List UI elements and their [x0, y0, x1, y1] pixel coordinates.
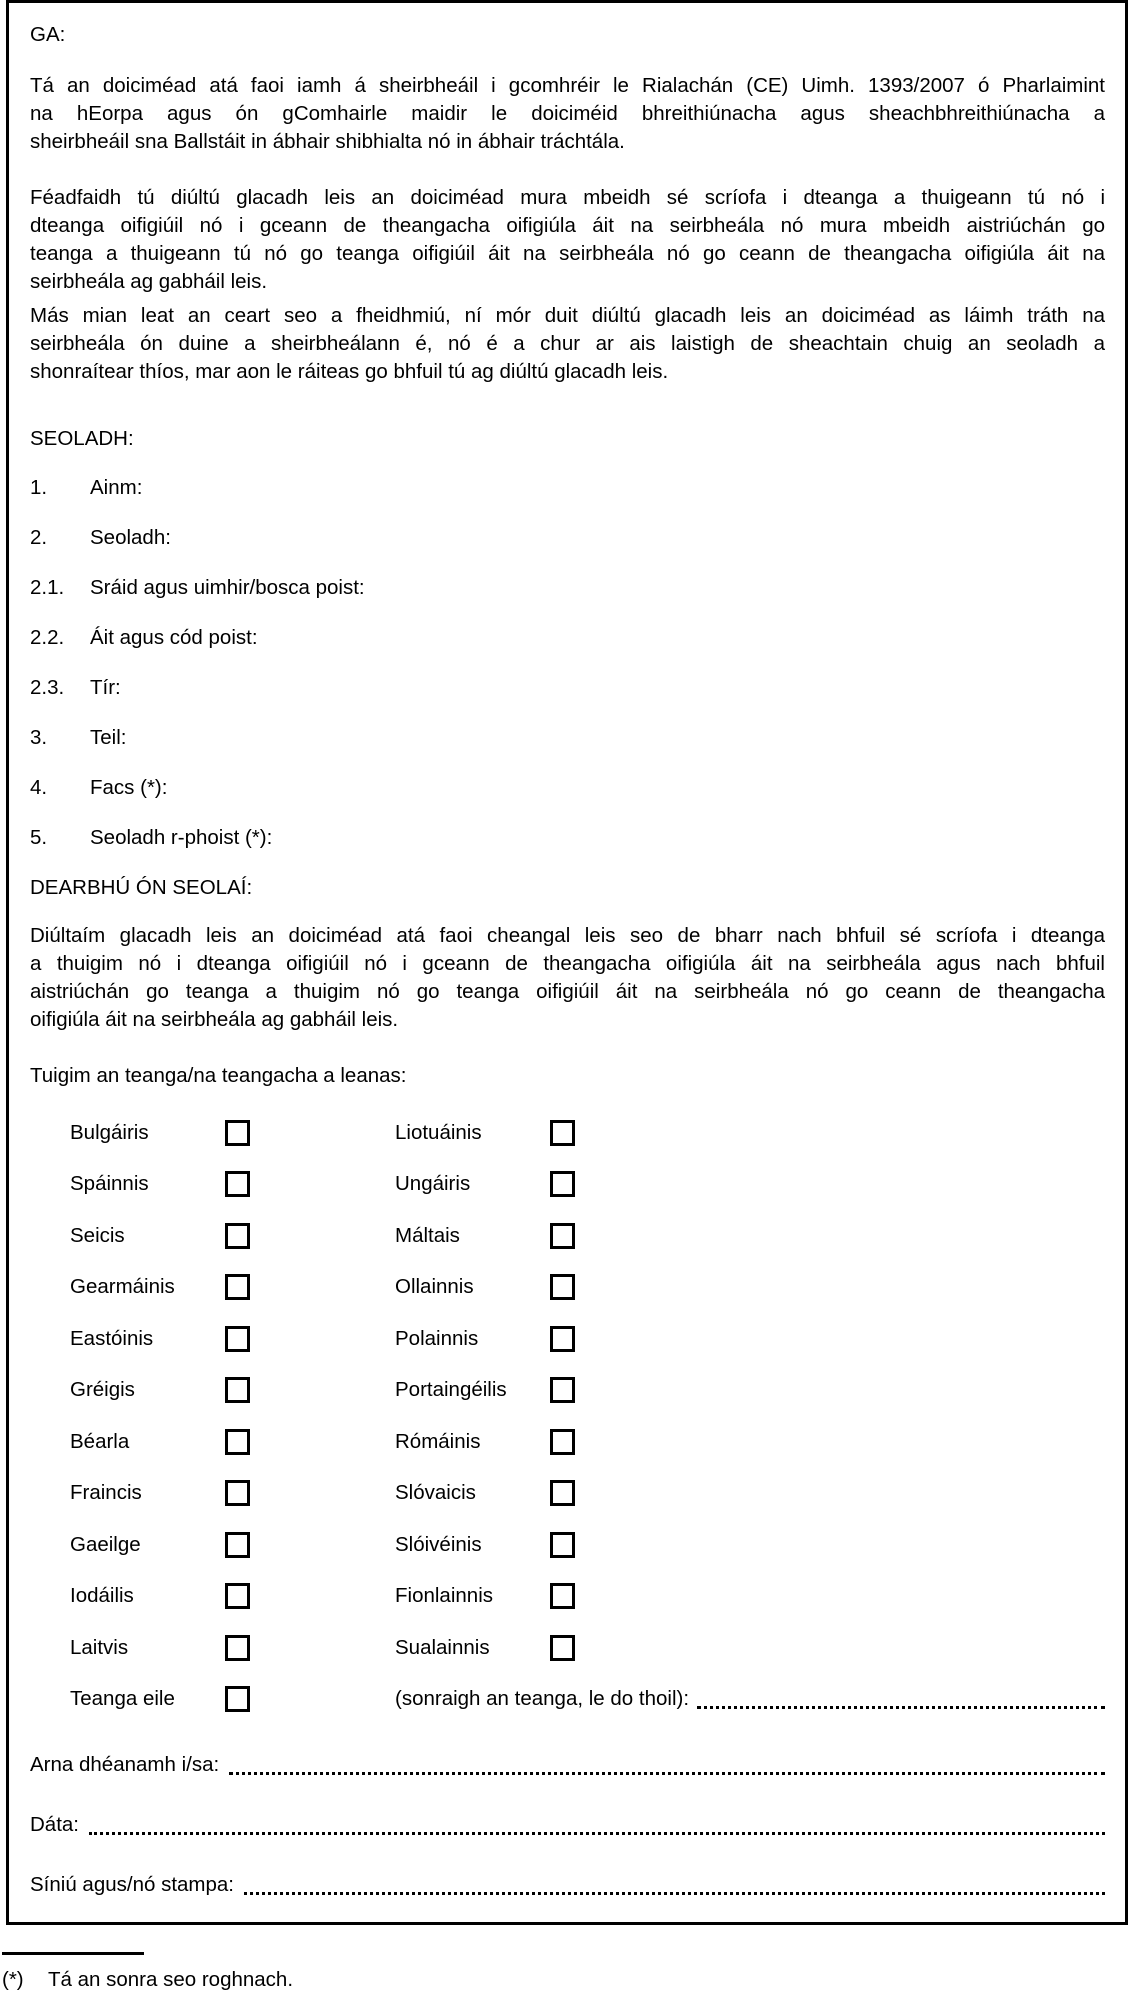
- page-border-frame: [6, 0, 1128, 1925]
- language-label: Gearmáinis: [70, 1275, 175, 1299]
- language-label: Polainnis: [395, 1326, 479, 1350]
- language-checkbox[interactable]: [225, 1223, 250, 1249]
- language-label: Rómáinis: [395, 1429, 481, 1453]
- language-label: Fraincis: [70, 1481, 142, 1505]
- language-label: Bulgáiris: [70, 1120, 149, 1144]
- language-checkbox[interactable]: [550, 1635, 575, 1661]
- language-checkbox-grid: [30, 1107, 1105, 1725]
- paragraph-refusal-right: [30, 184, 1105, 296]
- address-item-number: 2.: [30, 526, 48, 549]
- language-checkbox[interactable]: [550, 1532, 575, 1558]
- date-label: Dáta:: [30, 1813, 79, 1836]
- language-row: [30, 1571, 1105, 1623]
- language-label: Slóivéinis: [395, 1532, 482, 1556]
- address-item-number: 4.: [30, 776, 48, 799]
- language-checkbox[interactable]: [550, 1429, 575, 1455]
- address-item: [30, 674, 1105, 702]
- address-item: [30, 474, 1105, 502]
- language-checkbox[interactable]: [225, 1635, 250, 1661]
- address-item: [30, 524, 1105, 552]
- address-item-label: Seoladh r-phoist (*):: [90, 826, 273, 849]
- address-item-label: Sráid agus uimhir/bosca poist:: [90, 576, 365, 599]
- language-checkbox[interactable]: [225, 1120, 250, 1146]
- address-item: [30, 824, 1105, 852]
- language-label: Slóvaicis: [395, 1481, 476, 1505]
- other-language-fill-line[interactable]: [697, 1706, 1105, 1709]
- language-row: [30, 1622, 1105, 1674]
- language-row: [30, 1365, 1105, 1417]
- language-checkbox[interactable]: [550, 1326, 575, 1352]
- language-row: [30, 1468, 1105, 1520]
- address-item-label: Teil:: [90, 726, 127, 749]
- language-label: Liotuáinis: [395, 1120, 482, 1144]
- language-checkbox[interactable]: [550, 1274, 575, 1300]
- signature-label: Síniú agus/nó stampa:: [30, 1873, 234, 1896]
- address-item-label: Áit agus cód poist:: [90, 626, 258, 649]
- language-row: [30, 1416, 1105, 1468]
- address-item: [30, 774, 1105, 802]
- language-row: [30, 1210, 1105, 1262]
- language-checkbox[interactable]: [550, 1120, 575, 1146]
- other-language-specify: [395, 1685, 1105, 1713]
- declaration-heading: DEARBHÚ ÓN SEOLAÍ:: [30, 876, 253, 899]
- signature-row: [30, 1869, 1105, 1901]
- done-at-row: [30, 1749, 1105, 1781]
- language-row: [30, 1262, 1105, 1314]
- language-row: [30, 1159, 1105, 1211]
- address-item-number: 5.: [30, 826, 48, 849]
- paragraph-line: dteanga oifigiúil nó i gceann de theangacha oifigiúla áit na seirbheála nó mura mbeidh aistriúchán go: [30, 214, 1105, 237]
- done-at-fill-line[interactable]: [229, 1772, 1105, 1775]
- language-checkbox[interactable]: [225, 1377, 250, 1403]
- footnote-text: Tá an sonra seo roghnach.: [48, 1968, 294, 1991]
- language-label: Gréigis: [70, 1378, 135, 1402]
- address-item-label: Seoladh:: [90, 526, 171, 549]
- footnote-text-row: [2, 1968, 1112, 1992]
- language-checkbox[interactable]: [550, 1223, 575, 1249]
- signature-fill-line[interactable]: [244, 1892, 1105, 1895]
- date-fill-line[interactable]: [89, 1832, 1105, 1835]
- paragraph-line: seirbheála ag gabháil leis.: [30, 270, 268, 293]
- address-item-number: 2.2.: [30, 626, 65, 649]
- footnote: [2, 1952, 1112, 1992]
- language-checkbox[interactable]: [225, 1171, 250, 1197]
- language-label: Teanga eile: [70, 1687, 175, 1711]
- address-item-number: 2.1.: [30, 576, 65, 599]
- address-item: [30, 724, 1105, 752]
- language-checkbox[interactable]: [550, 1377, 575, 1403]
- footnote-divider: [2, 1952, 144, 1955]
- paragraph-line: Diúltaím glacadh leis an doiciméad atá faoi cheangal leis seo de bharr nach bhfuil sé scríofa i dteanga: [30, 924, 1105, 947]
- other-language-specify-label: (sonraigh an teanga, le do thoil):: [395, 1687, 690, 1711]
- paragraph-line: Tá an doiciméad atá faoi iamh á sheirbheáil i gcomhréir le Rialachán (CE) Uimh. 1393/2007 ó Pharlaimint: [30, 74, 1105, 97]
- language-label: Fionlainnis: [395, 1584, 493, 1608]
- language-row: [30, 1107, 1105, 1159]
- language-checkbox[interactable]: [550, 1480, 575, 1506]
- address-item-number: 1.: [30, 476, 48, 499]
- address-item-number: 2.3.: [30, 676, 65, 699]
- paragraph-line: oifigiúla áit na seirbheála ag gabháil leis.: [30, 1008, 399, 1031]
- address-item-number: 3.: [30, 726, 48, 749]
- paragraph-line: na hEorpa agus ón gComhairle maidir le doiciméid bhreithiúnacha agus sheachbhreithiúnacha a: [30, 102, 1105, 125]
- language-checkbox[interactable]: [225, 1274, 250, 1300]
- language-label: Laitvis: [70, 1635, 129, 1659]
- paragraph-line: shonraítear thíos, mar aon le ráiteas go bhfuil tú ag diúltú glacadh leis.: [30, 360, 669, 383]
- language-label: Béarla: [70, 1429, 130, 1453]
- paragraph-line: seirbheála ón duine a sheirbheálann é, nó é a chur ar ais laistigh de sheachtain chuig an seoladh a: [30, 332, 1105, 355]
- paragraph-line: Féadfaidh tú diúltú glacadh leis an doiciméad mura mbeidh sé scríofa i dteanga a thuigeann tú nó i: [30, 186, 1105, 209]
- paragraph-line: teanga a thuigeann tú nó go teanga oifigiúil áit na seirbheála nó go ceann de theangacha oifigiúla áit na: [30, 242, 1105, 265]
- done-at-label: Arna dhéanamh i/sa:: [30, 1753, 220, 1776]
- language-checkbox[interactable]: [550, 1583, 575, 1609]
- language-label: Máltais: [395, 1223, 460, 1247]
- language-label: Gaeilge: [70, 1532, 141, 1556]
- language-label: Ollainnis: [395, 1275, 474, 1299]
- languages-intro: Tuigim an teanga/na teangacha a leanas:: [30, 1064, 407, 1087]
- paragraph-line: a thuigim nó i dteanga oifigiúil nó i gceann de theangacha oifigiúla áit na seirbheála agus nach bhfuil: [30, 952, 1105, 975]
- language-checkbox[interactable]: [225, 1686, 250, 1712]
- language-label: Portaingéilis: [395, 1378, 507, 1402]
- language-code-label: GA:: [30, 23, 66, 46]
- footnote-marker: (*): [2, 1968, 24, 1991]
- language-checkbox[interactable]: [225, 1429, 250, 1455]
- paragraph-declaration: [30, 922, 1105, 1034]
- paragraph-line: aistriúchán go teanga a thuigim nó go teanga oifigiúil áit na seirbheála nó go ceann de theangacha: [30, 980, 1105, 1003]
- paragraph-exercise-right: [30, 302, 1105, 386]
- address-item-label: Tír:: [90, 676, 121, 699]
- language-label: Eastóinis: [70, 1326, 154, 1350]
- language-checkbox[interactable]: [225, 1532, 250, 1558]
- date-row: [30, 1809, 1105, 1841]
- paragraph-line: Más mian leat an ceart seo a fheidhmiú, ní mór duit diúltú glacadh leis an doiciméad as láimh tráth na: [30, 304, 1105, 327]
- paragraph-line: sheirbheáil sna Ballstáit in ábhair shibhialta nó in ábhair tráchtála.: [30, 130, 625, 153]
- language-label: Iodáilis: [70, 1584, 134, 1608]
- address-item: [30, 574, 1105, 602]
- language-row: [30, 1519, 1105, 1571]
- language-checkbox[interactable]: [225, 1326, 250, 1352]
- language-label: Ungáiris: [395, 1172, 471, 1196]
- language-label: Spáinnis: [70, 1172, 149, 1196]
- address-item-label: Ainm:: [90, 476, 143, 499]
- language-row: [30, 1313, 1105, 1365]
- language-row-other: [30, 1674, 1105, 1726]
- language-label: Seicis: [70, 1223, 125, 1247]
- language-checkbox[interactable]: [225, 1583, 250, 1609]
- address-item-label: Facs (*):: [90, 776, 168, 799]
- language-checkbox[interactable]: [225, 1480, 250, 1506]
- language-checkbox[interactable]: [550, 1171, 575, 1197]
- paragraph-regulation-intro: [30, 72, 1105, 156]
- address-item: [30, 624, 1105, 652]
- address-heading: SEOLADH:: [30, 427, 134, 450]
- language-label: Sualainnis: [395, 1635, 490, 1659]
